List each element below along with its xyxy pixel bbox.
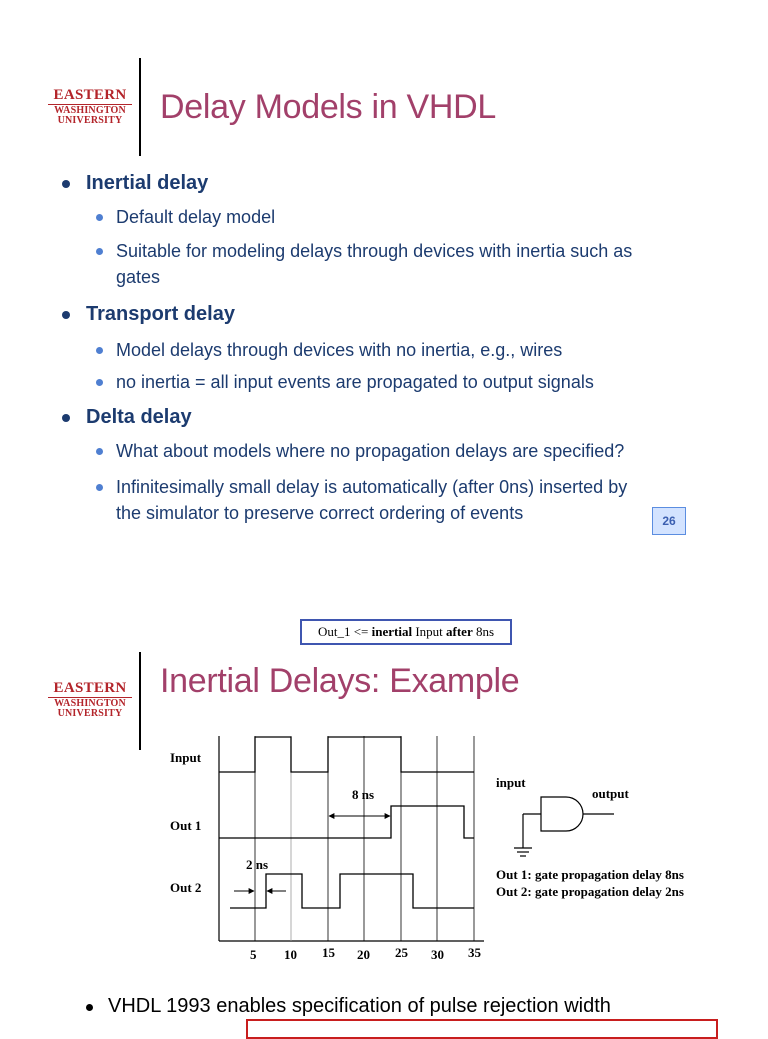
code-box-highlight (246, 1019, 718, 1039)
slide-title: Inertial Delays: Example (160, 662, 520, 700)
out1-waveform (219, 806, 474, 838)
x-tick-label: 20 (357, 947, 370, 962)
gate-note-2: Out 2: gate propagation delay 2ns (496, 884, 684, 899)
vhdl-code-box: Out_1 <= inertial Input after 8ns (300, 619, 512, 645)
annotation-2ns: 2 ns (246, 857, 269, 872)
logo-line-2: WASHINGTON (54, 105, 126, 116)
sub-bullet: Default delay model (96, 204, 275, 230)
gate-input-label: input (496, 775, 526, 790)
x-tick-label: 5 (250, 947, 257, 962)
sub-bullet: Suitable for modeling delays through devices with inertia such as gates (96, 238, 676, 290)
logo-line-3: UNIVERSITY (57, 115, 123, 126)
signal-label-out2: Out 2 (170, 880, 202, 895)
logo-line-2: WASHINGTON (54, 698, 126, 709)
page-number-badge: 26 (652, 507, 686, 535)
input-waveform (219, 737, 474, 772)
logo-line-1: EASTERN (53, 680, 127, 696)
x-tick-label: 35 (468, 945, 481, 960)
gate-output-label: output (592, 786, 629, 801)
signal-label-out1: Out 1 (170, 818, 202, 833)
x-tick-label: 15 (322, 945, 335, 960)
bullet-inertial-delay: Inertial delay (62, 172, 208, 195)
signal-label-input: Input (170, 750, 202, 765)
bullet-pulse-rejection: VHDL 1993 enables specification of pulse rejection width (86, 995, 611, 1018)
sub-bullet: Infinitesimally small delay is automatically (after 0ns) inserted by the simulator to preserve correct ordering of events (96, 474, 641, 526)
bullet-transport-delay: Transport delay (62, 303, 235, 326)
sub-bullet: Model delays through devices with no inertia, e.g., wires (96, 337, 562, 363)
x-tick-label: 10 (284, 947, 297, 962)
x-tick-label: 25 (395, 945, 408, 960)
sub-bullet: What about models where no propagation delays are specified? (96, 438, 624, 464)
logo-line-1: EASTERN (53, 87, 127, 103)
annotation-8ns: 8 ns (352, 787, 375, 802)
slide-title: Delay Models in VHDL (160, 88, 497, 126)
logo-line-3: UNIVERSITY (57, 708, 123, 719)
bullet-delta-delay: Delta delay (62, 406, 192, 429)
gate-note-1: Out 1: gate propagation delay 8ns (496, 867, 684, 882)
and-gate-icon (514, 797, 614, 856)
sub-bullet: no inertia = all input events are propagated to output signals (96, 369, 594, 395)
x-tick-label: 30 (431, 947, 444, 962)
